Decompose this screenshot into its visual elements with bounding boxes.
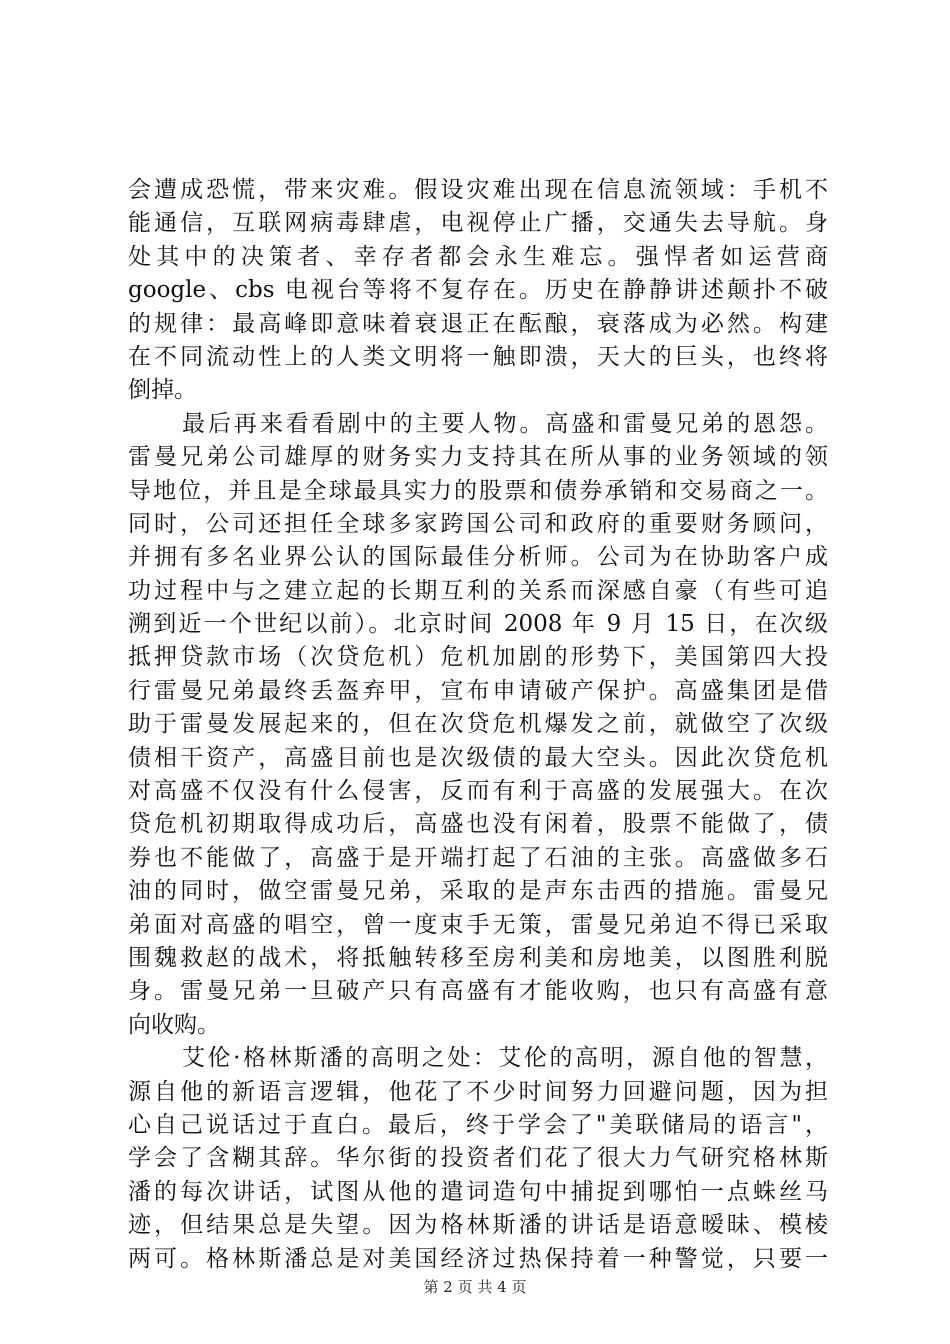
text-line: 贷危机初期取得成功后，高盛也没有闲着，股票不能做了，债 [128,811,828,838]
text-line: 行雷曼兄弟最终丢盔弃甲，宣布申请破产保护。高盛集团是借 [128,677,828,704]
text-line: 心自己说话过于直白。最后，终于学会了"美联储局的语言"， [128,1111,828,1138]
text-line: 能通信，互联网病毒肆虐，电视停止广播，交通失去导航。身 [128,210,828,237]
text-line: 同时，公司还担任全球多家跨国公司和政府的重要财务顾问， [128,510,828,537]
text-line: 在不同流动性上的人类文明将一触即溃，天大的巨头，也终将 [128,343,828,370]
text-line: 围魏救赵的战术，将抵触转移至房利美和房地美，以图胜利脱 [128,944,828,971]
text-line: 倒掉。 [128,377,197,404]
page-number-footer: 第 2 页 共 4 页 [423,1278,527,1296]
text-line: 源自他的新语言逻辑，他花了不少时间努力回避问题，因为担 [128,1078,828,1105]
text-line: 迹，但结果总是失望。因为格林斯潘的讲话是语意暧昧、模棱 [128,1212,828,1239]
paragraph-3 [128,1042,828,1276]
text-line: 债相干资产，高盛目前也是次级债的最大空头。因此次贷危机 [128,744,828,771]
text-line: 功过程中与之建立起的长期互利的关系而深感自豪（有些可追 [128,577,828,604]
text-line: 溯到近一个世纪以前）。北京时间 2008 年 9 月 15 日，在次级 [128,611,828,638]
text-line: 身。雷曼兄弟一旦破产只有高盛有才能收购，也只有高盛有意 [128,978,828,1005]
text-line: 并拥有多名业界公认的国际最佳分析师。公司为在协助客户成 [128,544,828,571]
text-line: 券也不能做了，高盛于是开端打起了石油的主张。高盛做多石 [128,844,828,871]
text-line: 助于雷曼发展起来的，但在次贷危机爆发之前，就做空了次级 [128,711,828,738]
paragraph-1 [128,174,828,408]
text-line: 处其中的决策者、幸存者都会永生难忘。强悍者如运营商 [128,243,828,270]
text-line: 最后再来看看剧中的主要人物。高盛和雷曼兄弟的恩怨。 [182,410,828,437]
text-line: 雷曼兄弟公司雄厚的财务实力支持其在所从事的业务领域的领 [128,444,828,471]
body-text [128,174,828,1276]
text-line: 向收购。 [128,1011,220,1038]
text-line: 对高盛不仅没有什么侵害，反而有利于高盛的发展强大。在次 [128,778,828,805]
text-line: 弟面对高盛的唱空，曾一度束手无策，雷曼兄弟迫不得已采取 [128,911,828,938]
text-line: 会遭成恐慌，带来灾难。假设灾难出现在信息流领域：手机不 [128,177,828,203]
text-line: 的规律：最高峰即意味着衰退正在酝酿，衰落成为必然。构建 [128,310,828,337]
text-line: 艾伦·格林斯潘的高明之处：艾伦的高明，源自他的智慧， [182,1045,828,1072]
text-line: 油的同时，做空雷曼兄弟，采取的是声东击西的措施。雷曼兄 [128,878,828,905]
text-line: google、cbs 电视台等将不复存在。历史在静静讲述颠扑不破 [128,277,828,304]
text-line: 潘的每次讲话，试图从他的遣词造句中捕捉到哪怕一点蛛丝马 [128,1178,828,1205]
text-line: 学会了含糊其辞。华尔街的投资者们花了很大力气研究格林斯 [128,1145,828,1172]
paragraph-2 [128,408,828,1042]
text-line: 导地位，并且是全球最具实力的股票和债券承销和交易商之一。 [128,477,828,504]
text-line: 两可。格林斯潘总是对美国经济过热保持着一种警觉，只要一 [128,1245,828,1272]
text-line: 抵押贷款市场（次贷危机）危机加剧的形势下，美国第四大投 [128,644,828,671]
